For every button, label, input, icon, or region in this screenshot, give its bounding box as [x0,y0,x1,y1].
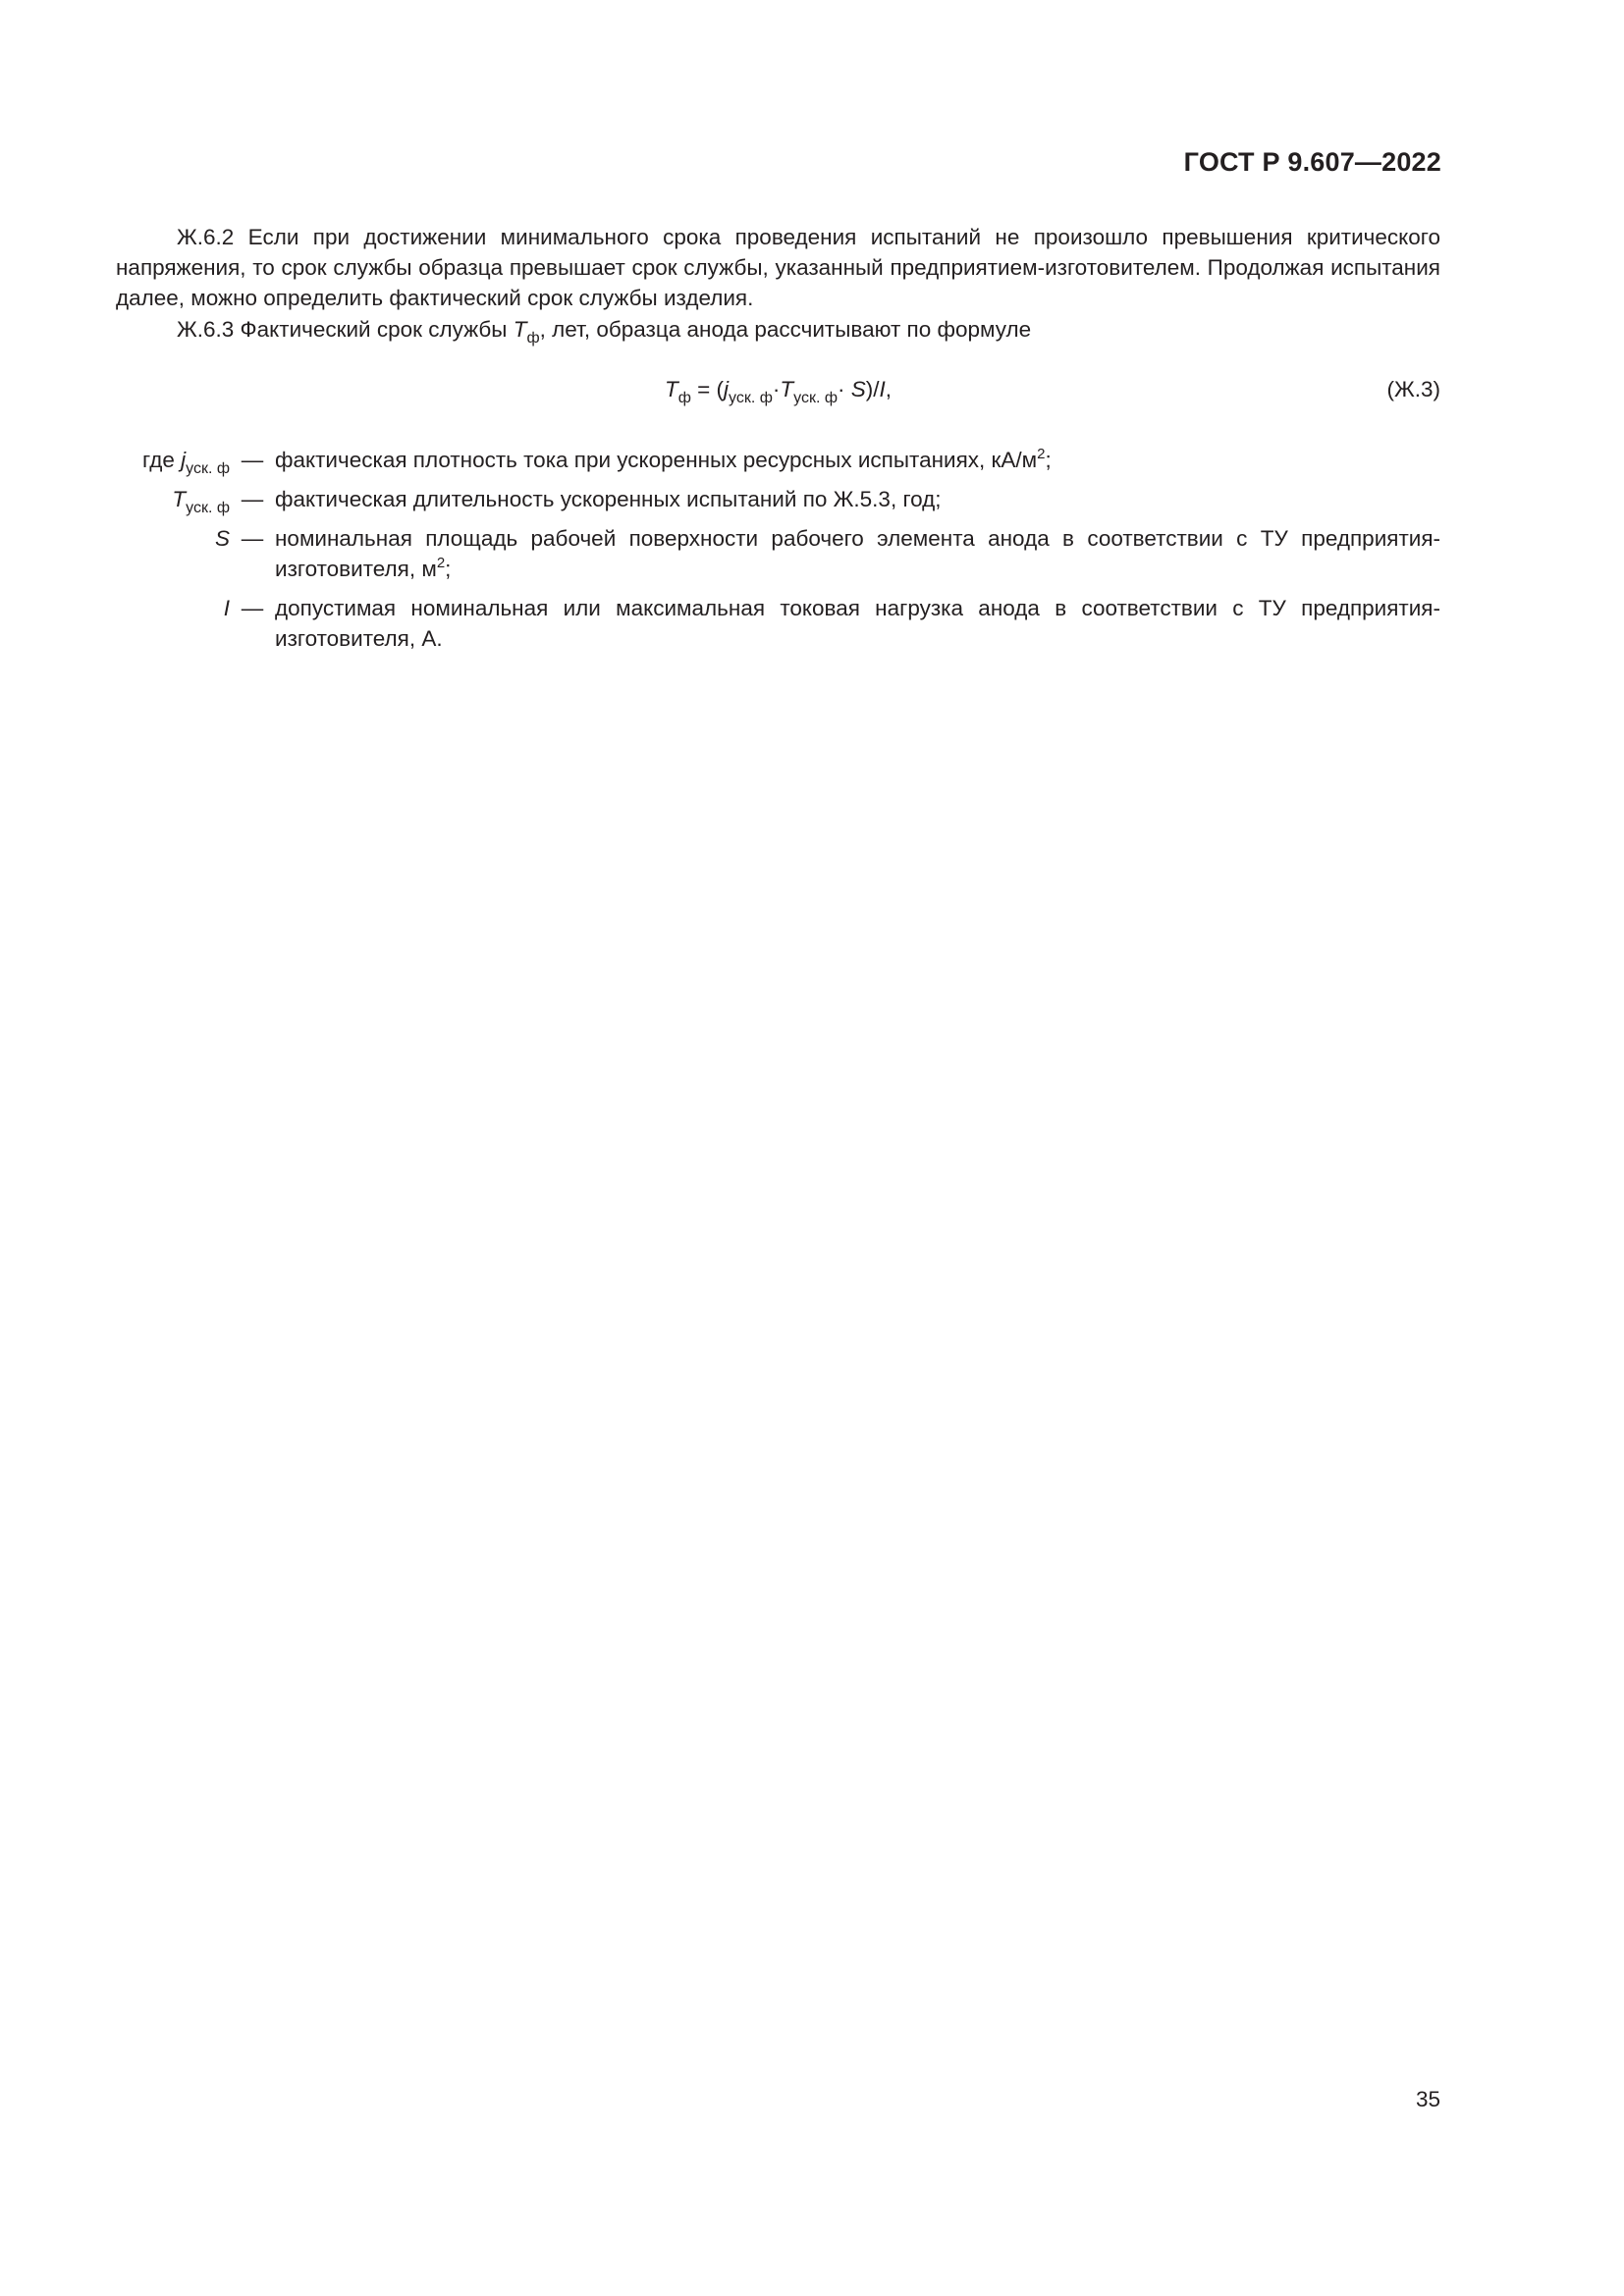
definition-text: допустимая номинальная или максимальная токовая нагрузка анода в соответствии с ТУ предприятия-изготовителя, А. [275,596,1440,651]
formula-zh-3 [116,377,1440,416]
definition-row [116,593,1440,654]
formula-number: (Ж.3) [1386,377,1440,401]
paragraph-zh-6-3 [116,314,1440,345]
variable-definitions [116,445,1440,663]
definition-text: фактическая длительность ускоренных испытаний по Ж.5.3, год; [275,487,942,511]
page-number: 35 [1415,2087,1440,2111]
definition-dash: — [241,596,264,620]
formula-lhs: T [664,377,678,401]
paragraph-zh-6-2 [116,222,1440,313]
definition-dash: — [241,487,264,511]
service-life-symbol: T [513,317,527,342]
definition-symbol: I [223,596,230,620]
definition-text: номинальная площадь рабочей поверхности рабочего элемента анода в соответствии с ТУ предприятия-изготовителя, $м^2$; [275,526,1440,581]
formula-i: I [879,377,886,401]
definition-text: фактическая плотность тока при ускоренных ресурсных испытаниях, $кА/м^2$; [275,446,1052,472]
paragraph-text: Ж.6.3 Фактический срок службы [177,317,514,342]
paragraph-text-end: , лет, образца анода рассчитывают по формуле [539,317,1032,342]
definition-row [116,523,1440,584]
paragraph-text: Ж.6.2 Если при достижении минимального срока проведения испытаний не произошло превышения критического напряжения, то срок службы образца превышает срок службы, указанный предприятием-изготовителем. Продолжая испытания далее, можно определить фактический срок службы изделия. [116,225,1440,310]
formula-j: j [724,377,729,401]
formula-s: S [850,377,866,401]
definition-symbol: j [181,448,187,472]
definition-symbol: S [214,526,230,551]
definition-symbol: T [172,487,187,511]
definition-dash: — [241,526,264,551]
definition-dash: — [241,448,264,472]
symbol-subscript: ф [526,330,540,347]
formula-t: T [780,377,794,401]
standard-designation: ГОСТ Р 9.607—2022 [1183,147,1441,177]
definition-row: где $j_{уск. ф}$ — фактическая плотность тока при ускоренных ресурсных испытаниях, $кА/м^2$; [116,445,1440,475]
definition-row: $T_{уск. ф}$ — фактическая длительность ускоренных испытаний по Ж.5.3, год; [116,484,1440,514]
where-intro: где [142,448,182,472]
formula-expression: $T_ф = (j_{уск. ф}\cdot T_{уск. ф}\cdot S)/I$, [664,377,893,406]
